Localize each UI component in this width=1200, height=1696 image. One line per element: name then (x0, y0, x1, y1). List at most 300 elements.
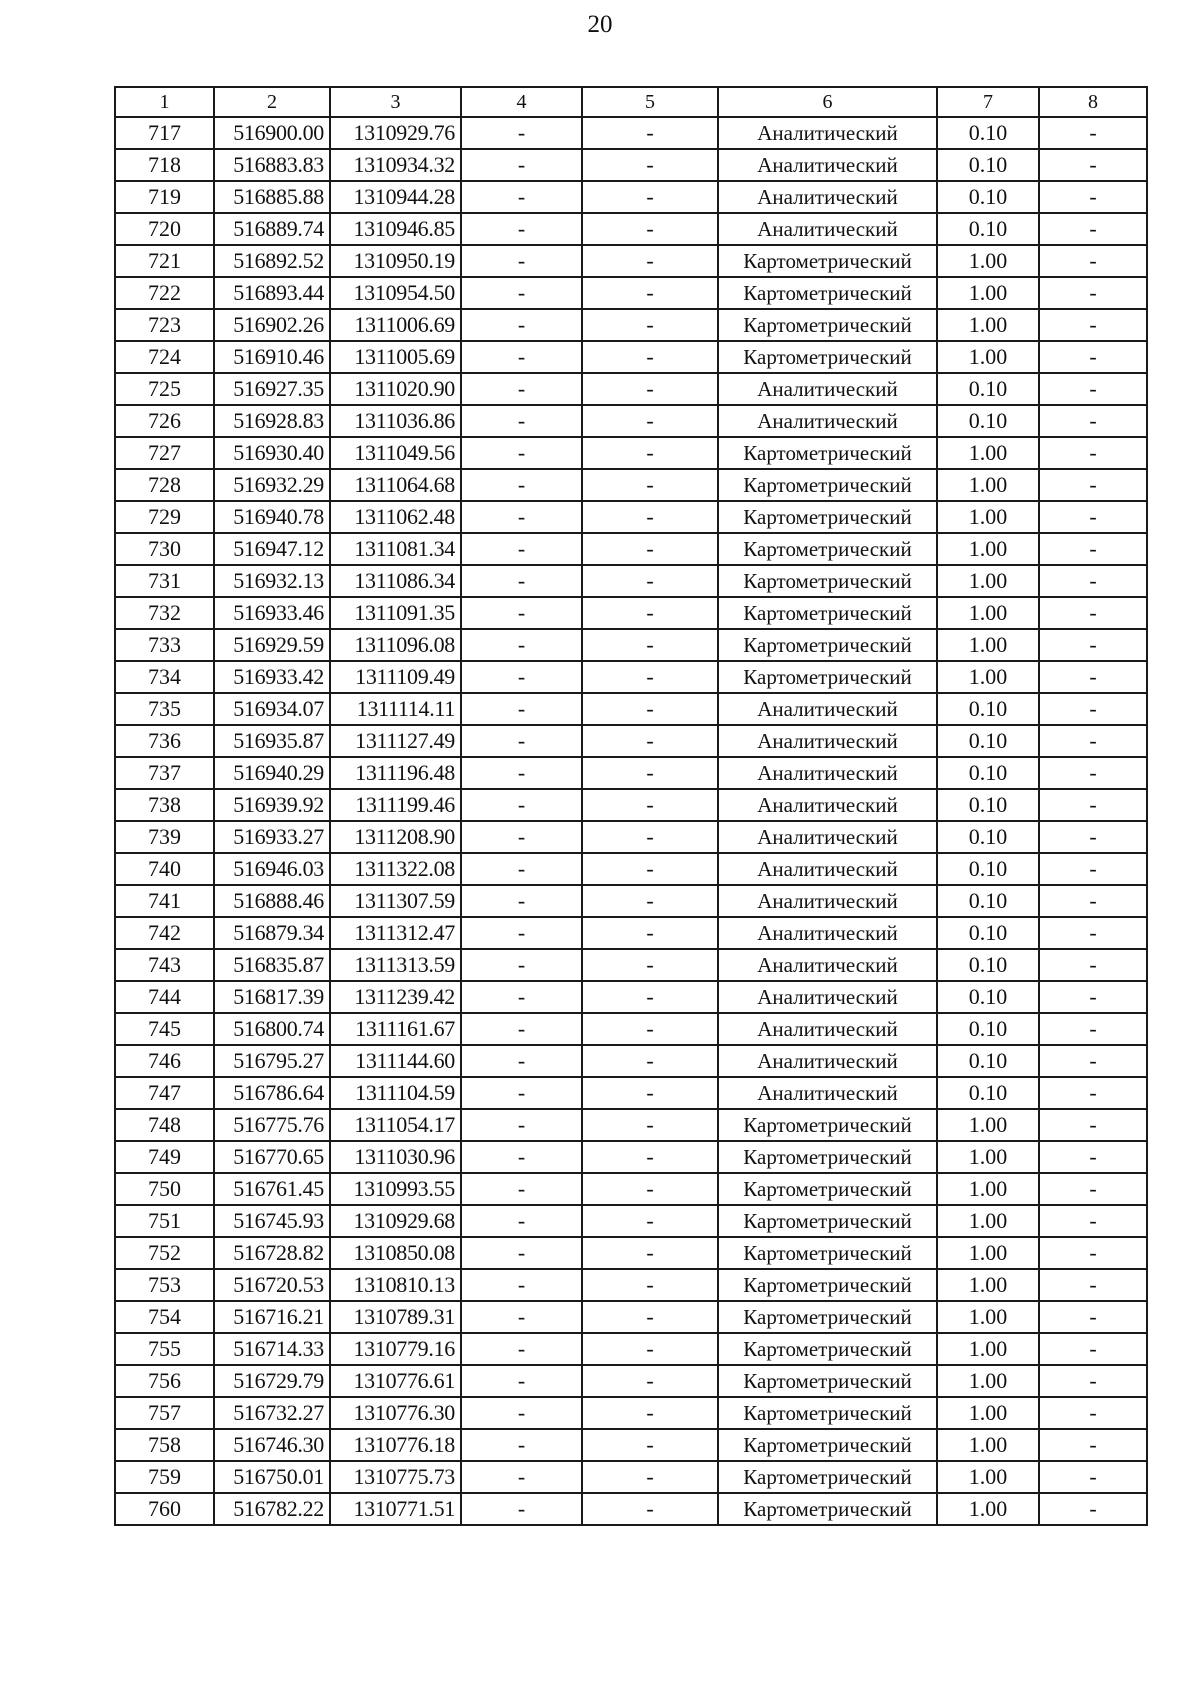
x-coordinate-cell: 516720.53 (214, 1269, 330, 1301)
col-4-cell: - (461, 277, 582, 309)
col-4-cell: - (461, 1397, 582, 1429)
table-row (115, 501, 1147, 533)
x-coordinate-cell: 516883.83 (214, 149, 330, 181)
col-8-cell: - (1039, 149, 1147, 181)
table-row (115, 1461, 1147, 1493)
point-number-cell: 730 (115, 533, 214, 565)
col-8-cell: - (1039, 1461, 1147, 1493)
table-row (115, 117, 1147, 149)
col-8-cell: - (1039, 1205, 1147, 1237)
method-cell: Картометрический (718, 1493, 937, 1525)
method-cell: Картометрический (718, 245, 937, 277)
col-5-cell: - (582, 117, 718, 149)
col-8-cell: - (1039, 885, 1147, 917)
col-4-cell: - (461, 725, 582, 757)
method-cell: Картометрический (718, 277, 937, 309)
x-coordinate-cell: 516910.46 (214, 341, 330, 373)
point-number-cell: 720 (115, 213, 214, 245)
point-number-cell: 743 (115, 949, 214, 981)
y-coordinate-cell: 1310789.31 (330, 1301, 461, 1333)
col-5-cell: - (582, 309, 718, 341)
method-cell: Аналитический (718, 949, 937, 981)
point-number-cell: 724 (115, 341, 214, 373)
method-cell: Картометрический (718, 1237, 937, 1269)
col-8-cell: - (1039, 1365, 1147, 1397)
y-coordinate-cell: 1310771.51 (330, 1493, 461, 1525)
method-cell: Картометрический (718, 1461, 937, 1493)
col-8-cell: - (1039, 821, 1147, 853)
col-8-cell: - (1039, 117, 1147, 149)
method-cell: Аналитический (718, 117, 937, 149)
x-coordinate-cell: 516800.74 (214, 1013, 330, 1045)
point-number-cell: 746 (115, 1045, 214, 1077)
column-header-2: 2 (214, 87, 330, 117)
col-5-cell: - (582, 1301, 718, 1333)
table-row (115, 565, 1147, 597)
method-cell: Аналитический (718, 373, 937, 405)
accuracy-cell: 1.00 (937, 1301, 1039, 1333)
col-5-cell: - (582, 469, 718, 501)
y-coordinate-cell: 1311006.69 (330, 309, 461, 341)
accuracy-cell: 1.00 (937, 1109, 1039, 1141)
col-8-cell: - (1039, 1173, 1147, 1205)
col-8-cell: - (1039, 341, 1147, 373)
table-row (115, 725, 1147, 757)
point-number-cell: 719 (115, 181, 214, 213)
col-8-cell: - (1039, 501, 1147, 533)
point-number-cell: 718 (115, 149, 214, 181)
accuracy-cell: 0.10 (937, 949, 1039, 981)
x-coordinate-cell: 516940.29 (214, 757, 330, 789)
y-coordinate-cell: 1311109.49 (330, 661, 461, 693)
accuracy-cell: 0.10 (937, 1077, 1039, 1109)
col-4-cell: - (461, 149, 582, 181)
point-number-cell: 732 (115, 597, 214, 629)
col-5-cell: - (582, 341, 718, 373)
col-5-cell: - (582, 1397, 718, 1429)
accuracy-cell: 1.00 (937, 1493, 1039, 1525)
method-cell: Картометрический (718, 469, 937, 501)
y-coordinate-cell: 1311208.90 (330, 821, 461, 853)
col-8-cell: - (1039, 981, 1147, 1013)
x-coordinate-cell: 516927.35 (214, 373, 330, 405)
col-5-cell: - (582, 1461, 718, 1493)
col-5-cell: - (582, 597, 718, 629)
accuracy-cell: 0.10 (937, 821, 1039, 853)
col-4-cell: - (461, 821, 582, 853)
point-number-cell: 722 (115, 277, 214, 309)
table-row (115, 1429, 1147, 1461)
col-4-cell: - (461, 917, 582, 949)
table-row (115, 1077, 1147, 1109)
y-coordinate-cell: 1310944.28 (330, 181, 461, 213)
column-header-7: 7 (937, 87, 1039, 117)
col-4-cell: - (461, 1365, 582, 1397)
accuracy-cell: 1.00 (937, 277, 1039, 309)
col-5-cell: - (582, 1333, 718, 1365)
col-5-cell: - (582, 885, 718, 917)
col-8-cell: - (1039, 245, 1147, 277)
col-8-cell: - (1039, 757, 1147, 789)
col-4-cell: - (461, 693, 582, 725)
col-8-cell: - (1039, 373, 1147, 405)
method-cell: Аналитический (718, 885, 937, 917)
col-5-cell: - (582, 405, 718, 437)
col-8-cell: - (1039, 1045, 1147, 1077)
col-5-cell: - (582, 1173, 718, 1205)
col-4-cell: - (461, 213, 582, 245)
y-coordinate-cell: 1311096.08 (330, 629, 461, 661)
page-number: 20 (587, 11, 613, 38)
col-8-cell: - (1039, 917, 1147, 949)
table-row (115, 1205, 1147, 1237)
x-coordinate-cell: 516770.65 (214, 1141, 330, 1173)
y-coordinate-cell: 1311322.08 (330, 853, 461, 885)
col-4-cell: - (461, 757, 582, 789)
col-8-cell: - (1039, 1237, 1147, 1269)
method-cell: Аналитический (718, 917, 937, 949)
col-8-cell: - (1039, 437, 1147, 469)
x-coordinate-cell: 516746.30 (214, 1429, 330, 1461)
table-row (115, 1365, 1147, 1397)
col-4-cell: - (461, 501, 582, 533)
x-coordinate-cell: 516935.87 (214, 725, 330, 757)
method-cell: Аналитический (718, 821, 937, 853)
method-cell: Аналитический (718, 757, 937, 789)
x-coordinate-cell: 516933.46 (214, 597, 330, 629)
table-row (115, 789, 1147, 821)
point-number-cell: 723 (115, 309, 214, 341)
accuracy-cell: 1.00 (937, 533, 1039, 565)
y-coordinate-cell: 1311199.46 (330, 789, 461, 821)
x-coordinate-cell: 516732.27 (214, 1397, 330, 1429)
col-8-cell: - (1039, 661, 1147, 693)
col-8-cell: - (1039, 1397, 1147, 1429)
point-number-cell: 752 (115, 1237, 214, 1269)
table-row (115, 629, 1147, 661)
point-number-cell: 727 (115, 437, 214, 469)
point-number-cell: 756 (115, 1365, 214, 1397)
table-row (115, 885, 1147, 917)
col-5-cell: - (582, 1365, 718, 1397)
point-number-cell: 731 (115, 565, 214, 597)
method-cell: Картометрический (718, 309, 937, 341)
accuracy-cell: 1.00 (937, 1237, 1039, 1269)
accuracy-cell: 1.00 (937, 1269, 1039, 1301)
table-row (115, 533, 1147, 565)
point-number-cell: 758 (115, 1429, 214, 1461)
y-coordinate-cell: 1311307.59 (330, 885, 461, 917)
x-coordinate-cell: 516750.01 (214, 1461, 330, 1493)
y-coordinate-cell: 1311036.86 (330, 405, 461, 437)
method-cell: Картометрический (718, 501, 937, 533)
point-number-cell: 757 (115, 1397, 214, 1429)
method-cell: Картометрический (718, 1269, 937, 1301)
point-number-cell: 725 (115, 373, 214, 405)
point-number-cell: 726 (115, 405, 214, 437)
point-number-cell: 749 (115, 1141, 214, 1173)
table-row (115, 693, 1147, 725)
col-5-cell: - (582, 917, 718, 949)
col-5-cell: - (582, 565, 718, 597)
x-coordinate-cell: 516728.82 (214, 1237, 330, 1269)
accuracy-cell: 0.10 (937, 1013, 1039, 1045)
table-row (115, 1269, 1147, 1301)
col-8-cell: - (1039, 213, 1147, 245)
accuracy-cell: 0.10 (937, 725, 1039, 757)
accuracy-cell: 0.10 (937, 181, 1039, 213)
col-4-cell: - (461, 1077, 582, 1109)
y-coordinate-cell: 1311005.69 (330, 341, 461, 373)
col-4-cell: - (461, 437, 582, 469)
col-5-cell: - (582, 789, 718, 821)
col-4-cell: - (461, 1205, 582, 1237)
x-coordinate-cell: 516893.44 (214, 277, 330, 309)
table-row (115, 1013, 1147, 1045)
x-coordinate-cell: 516714.33 (214, 1333, 330, 1365)
col-4-cell: - (461, 181, 582, 213)
col-4-cell: - (461, 1461, 582, 1493)
x-coordinate-cell: 516930.40 (214, 437, 330, 469)
table-row (115, 213, 1147, 245)
method-cell: Аналитический (718, 149, 937, 181)
accuracy-cell: 1.00 (937, 1461, 1039, 1493)
table-row (115, 245, 1147, 277)
method-cell: Картометрический (718, 597, 937, 629)
col-8-cell: - (1039, 533, 1147, 565)
x-coordinate-cell: 516775.76 (214, 1109, 330, 1141)
method-cell: Аналитический (718, 693, 937, 725)
point-number-cell: 721 (115, 245, 214, 277)
col-5-cell: - (582, 949, 718, 981)
col-5-cell: - (582, 1493, 718, 1525)
x-coordinate-cell: 516939.92 (214, 789, 330, 821)
table-row (115, 1173, 1147, 1205)
method-cell: Аналитический (718, 789, 937, 821)
col-5-cell: - (582, 277, 718, 309)
table-header (115, 87, 1147, 117)
point-number-cell: 734 (115, 661, 214, 693)
y-coordinate-cell: 1311086.34 (330, 565, 461, 597)
accuracy-cell: 0.10 (937, 853, 1039, 885)
method-cell: Картометрический (718, 1397, 937, 1429)
x-coordinate-cell: 516929.59 (214, 629, 330, 661)
accuracy-cell: 1.00 (937, 309, 1039, 341)
col-8-cell: - (1039, 629, 1147, 661)
accuracy-cell: 0.10 (937, 373, 1039, 405)
accuracy-cell: 0.10 (937, 1045, 1039, 1077)
y-coordinate-cell: 1311104.59 (330, 1077, 461, 1109)
table-body (115, 117, 1147, 1525)
accuracy-cell: 0.10 (937, 917, 1039, 949)
col-5-cell: - (582, 1237, 718, 1269)
table-row (115, 341, 1147, 373)
y-coordinate-cell: 1311091.35 (330, 597, 461, 629)
table-row (115, 149, 1147, 181)
table-row (115, 949, 1147, 981)
accuracy-cell: 0.10 (937, 213, 1039, 245)
table-row (115, 821, 1147, 853)
accuracy-cell: 1.00 (937, 1365, 1039, 1397)
col-4-cell: - (461, 469, 582, 501)
method-cell: Аналитический (718, 181, 937, 213)
table-row (115, 1301, 1147, 1333)
col-8-cell: - (1039, 693, 1147, 725)
table-row (115, 981, 1147, 1013)
x-coordinate-cell: 516835.87 (214, 949, 330, 981)
point-number-cell: 754 (115, 1301, 214, 1333)
col-4-cell: - (461, 1141, 582, 1173)
y-coordinate-cell: 1311020.90 (330, 373, 461, 405)
x-coordinate-cell: 516782.22 (214, 1493, 330, 1525)
x-coordinate-cell: 516761.45 (214, 1173, 330, 1205)
col-8-cell: - (1039, 597, 1147, 629)
accuracy-cell: 1.00 (937, 245, 1039, 277)
point-number-cell: 728 (115, 469, 214, 501)
accuracy-cell: 0.10 (937, 789, 1039, 821)
col-5-cell: - (582, 245, 718, 277)
table-row (115, 309, 1147, 341)
col-8-cell: - (1039, 789, 1147, 821)
col-4-cell: - (461, 1269, 582, 1301)
accuracy-cell: 0.10 (937, 693, 1039, 725)
point-number-cell: 741 (115, 885, 214, 917)
col-5-cell: - (582, 1141, 718, 1173)
col-8-cell: - (1039, 309, 1147, 341)
col-4-cell: - (461, 341, 582, 373)
accuracy-cell: 1.00 (937, 1173, 1039, 1205)
method-cell: Картометрический (718, 437, 937, 469)
point-number-cell: 751 (115, 1205, 214, 1237)
col-8-cell: - (1039, 469, 1147, 501)
col-8-cell: - (1039, 1429, 1147, 1461)
accuracy-cell: 1.00 (937, 437, 1039, 469)
accuracy-cell: 1.00 (937, 341, 1039, 373)
point-number-cell: 759 (115, 1461, 214, 1493)
point-number-cell: 760 (115, 1493, 214, 1525)
col-5-cell: - (582, 853, 718, 885)
col-5-cell: - (582, 373, 718, 405)
y-coordinate-cell: 1311054.17 (330, 1109, 461, 1141)
x-coordinate-cell: 516934.07 (214, 693, 330, 725)
x-coordinate-cell: 516946.03 (214, 853, 330, 885)
y-coordinate-cell: 1310776.18 (330, 1429, 461, 1461)
point-number-cell: 750 (115, 1173, 214, 1205)
x-coordinate-cell: 516928.83 (214, 405, 330, 437)
col-5-cell: - (582, 181, 718, 213)
column-header-5: 5 (582, 87, 718, 117)
point-number-cell: 717 (115, 117, 214, 149)
y-coordinate-cell: 1310993.55 (330, 1173, 461, 1205)
x-coordinate-cell: 516879.34 (214, 917, 330, 949)
x-coordinate-cell: 516902.26 (214, 309, 330, 341)
col-4-cell: - (461, 405, 582, 437)
x-coordinate-cell: 516795.27 (214, 1045, 330, 1077)
point-number-cell: 747 (115, 1077, 214, 1109)
col-8-cell: - (1039, 181, 1147, 213)
y-coordinate-cell: 1311313.59 (330, 949, 461, 981)
accuracy-cell: 1.00 (937, 1397, 1039, 1429)
table-row (115, 1109, 1147, 1141)
method-cell: Аналитический (718, 981, 937, 1013)
col-8-cell: - (1039, 1493, 1147, 1525)
accuracy-cell: 1.00 (937, 597, 1039, 629)
accuracy-cell: 1.00 (937, 565, 1039, 597)
accuracy-cell: 1.00 (937, 1205, 1039, 1237)
col-8-cell: - (1039, 725, 1147, 757)
table-row (115, 1493, 1147, 1525)
col-8-cell: - (1039, 853, 1147, 885)
col-4-cell: - (461, 949, 582, 981)
y-coordinate-cell: 1311127.49 (330, 725, 461, 757)
column-header-3: 3 (330, 87, 461, 117)
col-8-cell: - (1039, 1301, 1147, 1333)
col-5-cell: - (582, 1429, 718, 1461)
y-coordinate-cell: 1311239.42 (330, 981, 461, 1013)
col-5-cell: - (582, 1109, 718, 1141)
col-4-cell: - (461, 1429, 582, 1461)
y-coordinate-cell: 1311049.56 (330, 437, 461, 469)
col-5-cell: - (582, 821, 718, 853)
method-cell: Картометрический (718, 1141, 937, 1173)
col-4-cell: - (461, 117, 582, 149)
point-number-cell: 753 (115, 1269, 214, 1301)
table-row (115, 1397, 1147, 1429)
method-cell: Картометрический (718, 661, 937, 693)
method-cell: Аналитический (718, 1077, 937, 1109)
col-5-cell: - (582, 533, 718, 565)
accuracy-cell: 0.10 (937, 981, 1039, 1013)
y-coordinate-cell: 1311062.48 (330, 501, 461, 533)
col-5-cell: - (582, 757, 718, 789)
method-cell: Аналитический (718, 725, 937, 757)
col-4-cell: - (461, 1109, 582, 1141)
point-number-cell: 736 (115, 725, 214, 757)
x-coordinate-cell: 516888.46 (214, 885, 330, 917)
col-4-cell: - (461, 245, 582, 277)
y-coordinate-cell: 1310946.85 (330, 213, 461, 245)
col-8-cell: - (1039, 277, 1147, 309)
y-coordinate-cell: 1311161.67 (330, 1013, 461, 1045)
table-row (115, 405, 1147, 437)
method-cell: Картометрический (718, 1205, 937, 1237)
point-number-cell: 739 (115, 821, 214, 853)
col-8-cell: - (1039, 1013, 1147, 1045)
method-cell: Картометрический (718, 1333, 937, 1365)
col-5-cell: - (582, 501, 718, 533)
table-row (115, 1237, 1147, 1269)
method-cell: Картометрический (718, 1109, 937, 1141)
y-coordinate-cell: 1310776.30 (330, 1397, 461, 1429)
col-4-cell: - (461, 1301, 582, 1333)
point-number-cell: 744 (115, 981, 214, 1013)
col-8-cell: - (1039, 1141, 1147, 1173)
accuracy-cell: 1.00 (937, 1333, 1039, 1365)
y-coordinate-cell: 1310950.19 (330, 245, 461, 277)
table-row (115, 853, 1147, 885)
point-number-cell: 742 (115, 917, 214, 949)
method-cell: Картометрический (718, 1365, 937, 1397)
accuracy-cell: 0.10 (937, 149, 1039, 181)
y-coordinate-cell: 1311114.11 (330, 693, 461, 725)
col-4-cell: - (461, 853, 582, 885)
col-4-cell: - (461, 661, 582, 693)
table-row (115, 1333, 1147, 1365)
method-cell: Картометрический (718, 565, 937, 597)
y-coordinate-cell: 1310776.61 (330, 1365, 461, 1397)
col-4-cell: - (461, 629, 582, 661)
method-cell: Картометрический (718, 1173, 937, 1205)
